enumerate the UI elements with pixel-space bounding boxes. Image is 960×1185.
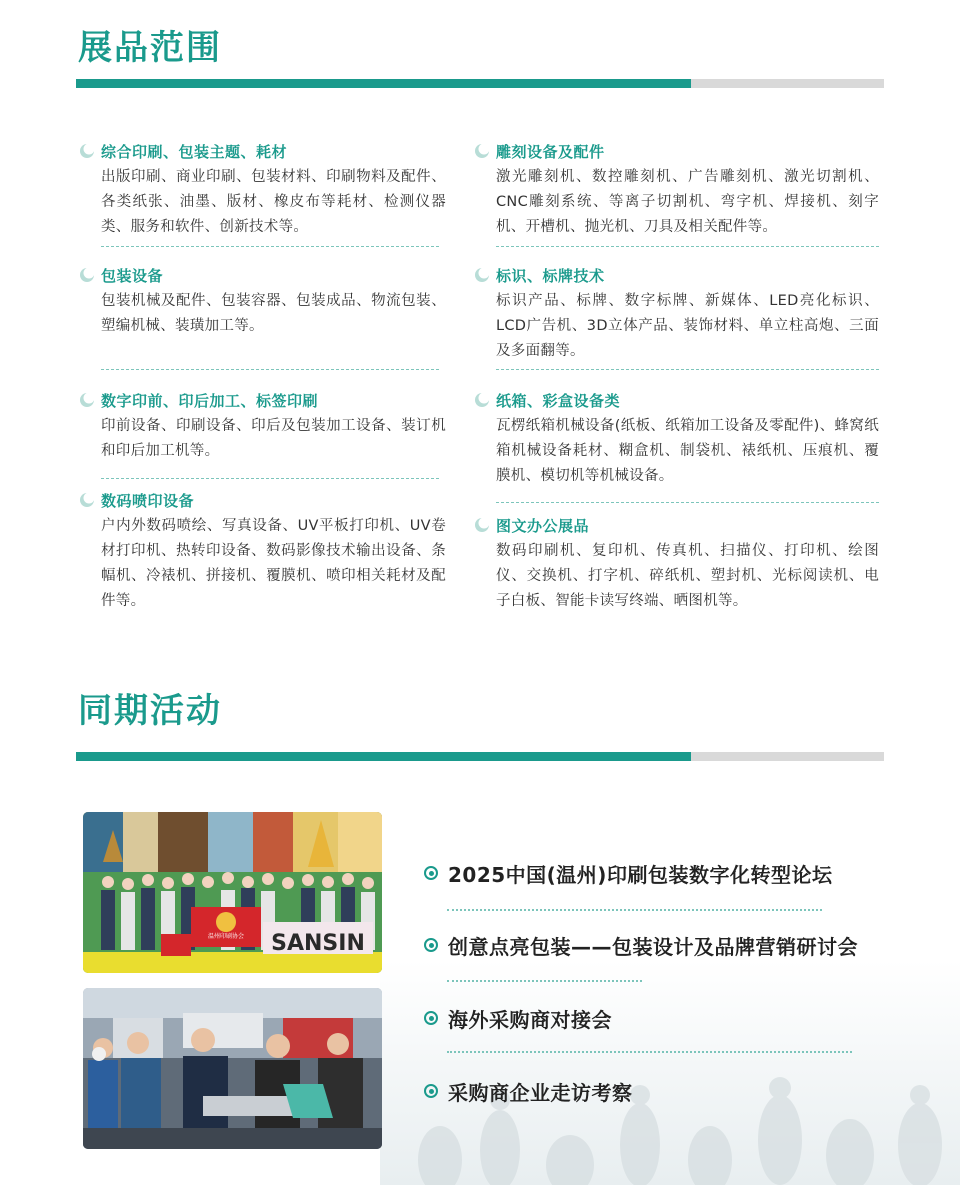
divider <box>496 369 879 370</box>
category-desc: 数码印刷机、复印机、传真机、扫描仪、打印机、绘图仪、交换机、打字机、碎纸机、塑封机、光标阅读机、电子白板、智能卡读写终端、晒图机等。 <box>496 543 879 609</box>
event-item-company-visit <box>424 1076 633 1106</box>
photo-flag-text: 温州印刷协会 <box>207 933 245 940</box>
divider <box>101 478 439 479</box>
category-printing <box>101 140 446 240</box>
crescent-bullet-icon <box>474 267 490 283</box>
exhibits-title: 展品范围 <box>78 28 222 68</box>
category-digital-inkjet <box>101 489 446 614</box>
events-title-bar <box>76 752 884 761</box>
circle-bullet-icon <box>424 866 438 880</box>
exhibits-title-bar <box>76 79 884 88</box>
trade-show-photo <box>83 988 382 1149</box>
crescent-bullet-icon <box>79 267 95 283</box>
divider <box>496 502 879 503</box>
dotted-divider <box>447 909 822 911</box>
category-title: 图文办公展品 <box>496 516 590 535</box>
event-item-forum <box>424 858 832 888</box>
circle-bullet-icon <box>424 1011 438 1025</box>
category-title: 标识、标牌技术 <box>496 266 605 285</box>
category-title: 雕刻设备及配件 <box>496 142 605 161</box>
circle-bullet-icon <box>424 938 438 952</box>
event-label: 采购商企业走访考察 <box>448 1080 633 1105</box>
event-label: 海外采购商对接会 <box>448 1007 612 1032</box>
category-desc: 出版印刷、商业印刷、包装材料、印刷物料及配件、各类纸张、油墨、版材、橡皮布等耗材、检测仪器类、服务和软件、创新技术等。 <box>101 169 446 235</box>
crescent-bullet-icon <box>474 517 490 533</box>
divider <box>101 369 439 370</box>
group-photo <box>83 812 382 973</box>
event-item-buyer-matching <box>424 1003 612 1033</box>
event-label: 创意点亮包装——包装设计及品牌营销研讨会 <box>448 934 858 959</box>
divider <box>496 246 879 247</box>
category-title: 纸箱、彩盒设备类 <box>496 391 621 410</box>
crescent-bullet-icon <box>474 143 490 159</box>
crescent-bullet-icon <box>79 392 95 408</box>
crescent-bullet-icon <box>79 143 95 159</box>
category-title: 包装设备 <box>101 266 164 285</box>
category-carton <box>496 389 879 489</box>
divider <box>101 246 439 247</box>
crescent-bullet-icon <box>79 492 95 508</box>
photo-banner-text: SANSIN <box>271 931 365 956</box>
category-office <box>496 514 879 614</box>
category-desc: 户内外数码喷绘、写真设备、UV平板打印机、UV卷材打印机、热转印设备、数码影像技术输出设备、条幅机、冷裱机、拼接机、覆膜机、喷印相关耗材及配件等。 <box>101 518 446 609</box>
crowd-background-image <box>380 960 960 1185</box>
category-desc: 瓦楞纸箱机械设备(纸板、纸箱加工设备及零配件)、蜂窝纸箱机械设备耗材、糊盒机、制袋机、裱纸机、压痕机、覆膜机、模切机等机械设备。 <box>496 418 879 484</box>
event-label: 2025中国(温州)印刷包装数字化转型论坛 <box>448 862 833 887</box>
dotted-divider <box>447 1051 852 1053</box>
crescent-bullet-icon <box>474 392 490 408</box>
category-desc: 标识产品、标牌、数字标牌、新媒体、LED亮化标识、LCD广告机、3D立体产品、装饰材料、单立柱高炮、三面及多面翻等。 <box>496 293 879 359</box>
event-item-design-seminar <box>424 930 858 960</box>
category-packaging-equipment <box>101 264 446 339</box>
category-title: 综合印刷、包装主题、耗材 <box>101 142 288 161</box>
category-desc: 包装机械及配件、包装容器、包装成品、物流包装、塑编机械、装璜加工等。 <box>101 293 446 334</box>
category-title: 数码喷印设备 <box>101 491 195 510</box>
dotted-divider <box>447 980 642 982</box>
category-title: 数字印前、印后加工、标签印刷 <box>101 391 319 410</box>
events-title: 同期活动 <box>78 691 222 731</box>
category-desc: 印前设备、印刷设备、印后及包装加工设备、装订机和印后加工机等。 <box>101 418 446 459</box>
circle-bullet-icon <box>424 1084 438 1098</box>
category-digital-prepress <box>101 389 446 464</box>
category-engraving <box>496 140 879 240</box>
category-desc: 激光雕刻机、数控雕刻机、广告雕刻机、激光切割机、CNC雕刻系统、等离子切割机、弯字机、焊接机、刻字机、开槽机、抛光机、刀具及相关配件等。 <box>496 169 879 235</box>
category-signage <box>496 264 879 364</box>
